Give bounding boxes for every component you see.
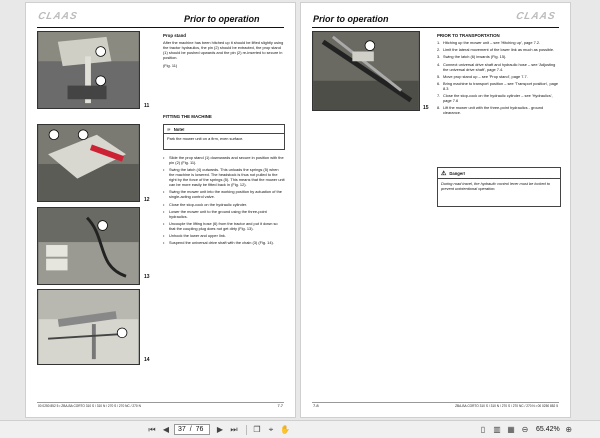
list-item: • Uncouple the lifting hose (6) from the tractor and put it down so that the coupling plug does not get dirty (Fig. 13). bbox=[163, 221, 285, 231]
page-number-left: 7.7 bbox=[277, 403, 283, 408]
list-item: 4. Connect universal drive shaft and hydraulic hose – see 'Adjusting the universal drive shaft', page 7.4. bbox=[437, 61, 556, 72]
prop-stand-paragraph: After the machine has been hitched up it should be lifted slightly using the tractor hydraulics, the pin (2) should be extracted, the prop stand (1) should be pushed upwards and the pin (2) re-inserted to secure in position. bbox=[163, 40, 284, 60]
page-footer-left: 00 0250 852 5 • ZBA-BA CORTO 310 S / 310 N / 270 S / 270 NC / 270 N bbox=[38, 404, 141, 408]
list-item: 1. Hitching up the mower unit – see 'Hitching up', page 7.2. bbox=[437, 40, 541, 45]
prop-stand-illustration bbox=[38, 32, 139, 108]
fitting-steps-list bbox=[163, 155, 285, 248]
footer-rule bbox=[37, 402, 284, 403]
figure-number-12: 12 bbox=[144, 197, 150, 203]
figure-photo-12 bbox=[37, 124, 140, 202]
figure-photo-15 bbox=[312, 31, 420, 111]
danger-box bbox=[437, 167, 561, 207]
figure-number-13: 13 bbox=[144, 274, 150, 280]
list-item: • Swing the mower unit into the working position by actuation of the single-acting control valve. bbox=[163, 189, 285, 199]
zoom-out-button[interactable] bbox=[519, 424, 531, 436]
toolbar-separator bbox=[246, 425, 247, 435]
warning-triangle-icon: ⚠ bbox=[441, 170, 447, 177]
list-item: • Swing the latch (4) outwards. This unloads the springs (5) when the machine is lowered. The headstock is thus not pulled to the right by the force of the springs (5). This means that the mower unit can be more easily be fitted back in (Fig. 12). bbox=[163, 167, 285, 187]
header-rule bbox=[37, 27, 284, 28]
zoom-out-icon: ⊖ bbox=[521, 425, 529, 434]
cursor-icon: ⌖ bbox=[268, 424, 274, 434]
list-item: • Suspend the universal drive shaft with the chain (3) (Fig. 14). bbox=[163, 240, 285, 245]
danger-title: Danger! bbox=[449, 170, 466, 176]
hydraulic-hose-illustration bbox=[38, 208, 139, 284]
previous-page-button[interactable] bbox=[160, 424, 172, 436]
hand-tool-icon: ✋ bbox=[280, 425, 290, 434]
prop-stand-section bbox=[163, 33, 285, 71]
note-body: Park the mower unit on a firm, even surface. bbox=[167, 136, 244, 141]
figure-number-11: 11 bbox=[144, 103, 150, 109]
select-tool-button[interactable] bbox=[265, 424, 277, 436]
previous-page-icon: ◀ bbox=[162, 425, 170, 434]
fitting-heading: FITTING THE MACHINE bbox=[163, 114, 212, 119]
document-page-right bbox=[300, 2, 571, 418]
two-page-icon: ▥ bbox=[493, 425, 501, 434]
list-item: 7. Close the stop-cock on the hydraulic cylinder – see 'Hydraulics', page 7.6 bbox=[437, 93, 553, 104]
first-page-icon: ⏮ bbox=[148, 424, 156, 434]
list-item: • Lower the mower unit to the ground using the three-point hydraulics. bbox=[163, 209, 285, 219]
list-item: 6. Bring machine to transport position – see 'Transport position', page 8.3 bbox=[437, 80, 559, 91]
list-item: 5. Move prop stand up – see 'Prop stand', page 7.7. bbox=[437, 73, 528, 79]
page-header-title: Prior to operation bbox=[184, 14, 260, 24]
figure-photo-11 bbox=[37, 31, 140, 109]
last-page-icon: ⏭ bbox=[230, 424, 238, 434]
copy-icon: ❐ bbox=[253, 425, 261, 434]
drive-shaft-illustration bbox=[38, 290, 139, 364]
hand-tool-button[interactable] bbox=[279, 424, 291, 436]
continuous-icon: ▦ bbox=[507, 425, 515, 434]
continuous-view-button[interactable] bbox=[505, 424, 517, 436]
last-page-button[interactable] bbox=[228, 424, 240, 436]
note-header bbox=[164, 125, 284, 134]
footer-rule bbox=[312, 402, 559, 403]
claas-logo: CLAAS bbox=[36, 11, 79, 22]
note-title: Note! bbox=[173, 126, 185, 132]
pdf-viewer-toolbar bbox=[0, 420, 600, 438]
zoom-in-icon: ⊕ bbox=[565, 425, 573, 434]
page-number-right: 7.8 bbox=[313, 403, 319, 408]
list-item: 8. Lift the mower unit with the three-point hydraulics - ground clearance. bbox=[437, 105, 544, 116]
danger-body: During road travel, the hydraulic control lever must be locked to prevent unintentional operation. bbox=[441, 181, 550, 191]
figure-number-14: 14 bbox=[144, 357, 150, 363]
list-item: • Slide the prop stand (1) downwards and secure in position with the pin (2) (Fig. 11). bbox=[163, 155, 285, 165]
list-item: 2. Limit the lateral movement of the lower link as much as possible. bbox=[437, 47, 555, 53]
prop-stand-heading: Prop stand bbox=[163, 33, 186, 38]
list-item: • Close the stop-cock on the hydraulic cylinder. bbox=[163, 202, 285, 207]
two-page-view-button[interactable] bbox=[491, 424, 503, 436]
note-box bbox=[163, 124, 285, 150]
figure-photo-14 bbox=[37, 289, 140, 365]
header-rule bbox=[312, 27, 559, 28]
single-page-icon: ▯ bbox=[480, 425, 486, 434]
transport-section bbox=[437, 33, 561, 118]
claas-logo: CLAAS bbox=[514, 11, 557, 22]
figure-photo-13 bbox=[37, 207, 140, 285]
danger-header bbox=[438, 168, 560, 179]
first-page-button[interactable] bbox=[146, 424, 158, 436]
copy-button[interactable] bbox=[251, 424, 263, 436]
page-header-title: Prior to operation bbox=[313, 14, 389, 24]
prop-stand-fig-ref: (Fig. 11) bbox=[163, 63, 178, 68]
transport-heading: PRIOR TO TRANSPORTATION bbox=[437, 33, 500, 38]
page-number-input[interactable]: 37 / 76 bbox=[174, 424, 210, 435]
zoom-in-button[interactable] bbox=[563, 424, 575, 436]
next-page-button[interactable] bbox=[214, 424, 226, 436]
fitting-section bbox=[163, 114, 285, 121]
list-item: • Unhook the lower and upper link. bbox=[163, 233, 285, 238]
list-item: 3. Swing the latch (6) inwards (Fig. 15). bbox=[437, 54, 507, 60]
page-footer-right: ZBA-BA CORTO 310 S / 310 N / 270 S / 270 NC / 270 N • 00 0250 852 5 bbox=[455, 404, 558, 408]
figure-number-15: 15 bbox=[423, 105, 429, 111]
zoom-level[interactable]: 65.42% bbox=[536, 426, 560, 433]
document-page-left bbox=[25, 2, 296, 418]
latch-illustration bbox=[38, 125, 139, 201]
next-page-icon: ▶ bbox=[216, 425, 224, 434]
hand-icon: ☞ bbox=[167, 126, 171, 132]
single-page-view-button[interactable] bbox=[477, 424, 489, 436]
transport-latch-illustration bbox=[313, 32, 419, 110]
